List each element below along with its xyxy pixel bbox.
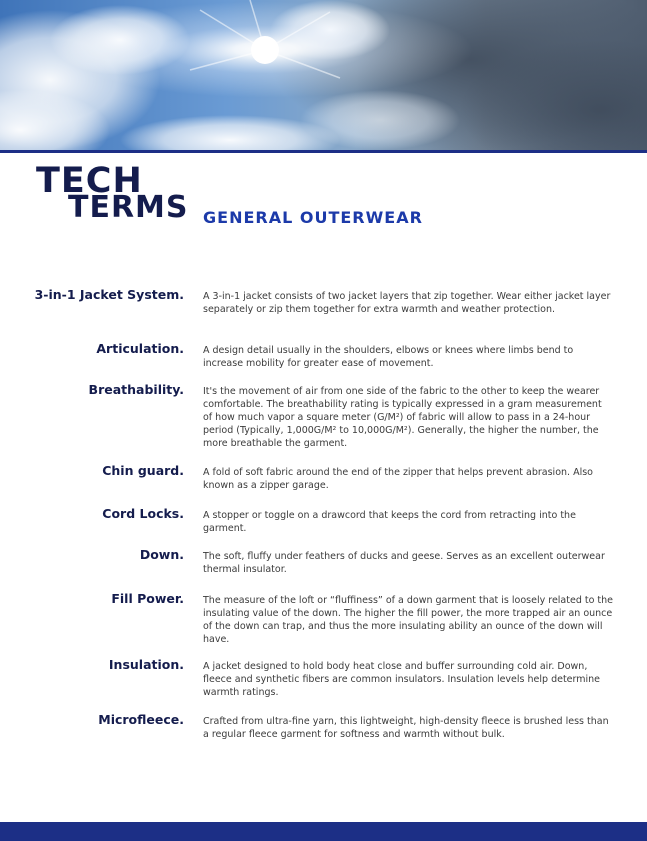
term-3-in-1-jacket-system: 3-in-1 Jacket System.: [34, 287, 184, 302]
term-cord-locks: Cord Locks.: [102, 506, 184, 521]
definition-chin-guard: A fold of soft fabric around the end of the zipper that helps prevent abrasion. Also known as a zipper garage.: [203, 467, 593, 491]
term-fill-power: Fill Power.: [111, 591, 184, 606]
definition-insulation: A jacket designed to hold body heat close and buffer surrounding cold air. Down, fleece and synthetic fibers are common insulators. Insulation levels help determine warmth ratings.: [203, 661, 601, 698]
definition-cord-locks: A stopper or toggle on a drawcord that keeps the cord from retracting into the garment.: [203, 510, 576, 534]
definition-breathability: It's the movement of air from one side of the fabric to the other to keep the wearer comfortable. The breathability rating is typically expressed in a gram measurement of how much vapor a square meter (G/M²) of fabric will allow to pass in a 24-hour period (Typically, 1,000G/M² to 10,000G/M²). Generally, the higher the number, the more breathable the garment.: [203, 386, 602, 449]
title-tech: TECH: [36, 161, 143, 201]
term-breathability: Breathability.: [88, 382, 184, 397]
definition-articulation: A design detail usually in the shoulders, elbows or knees where limbs bend to increase mobility for greater ease of movement.: [203, 345, 574, 369]
footer-band: [0, 822, 647, 841]
definition-fill-power: The measure of the loft or “fluffiness” of a down garment that is loosely related to the insulating value of the down. The higher the fill power, the more trapped air an ounce of the down can trap, and thus the more insulating ability an ounce of the down will have.: [203, 595, 614, 645]
definition-down: The soft, fluffy under feathers of ducks and geese. Serves as an excellent outerwear thermal insulator.: [203, 551, 605, 575]
term-articulation: Articulation.: [96, 341, 184, 356]
term-chin-guard: Chin guard.: [102, 463, 184, 478]
subtitle: GENERAL OUTERWEAR: [203, 208, 423, 227]
definition-3-in-1-jacket-system: A 3-in-1 jacket consists of two jacket layers that zip together. Wear either jacket layer separately or zip them together for extra warmth and weather protection.: [203, 291, 611, 315]
sky-header-image: [0, 0, 647, 150]
term-down: Down.: [139, 547, 184, 562]
title-terms: TERMS: [68, 190, 189, 225]
definition-microfleece: Crafted from ultra-fine yarn, this lightweight, high-density fleece is brushed less than a regular fleece garment for softness and warmth without bulk.: [203, 716, 609, 740]
term-insulation: Insulation.: [108, 657, 184, 672]
sky-illustration: [0, 0, 647, 150]
header-rule: [0, 150, 647, 153]
term-microfleece: Microfleece.: [98, 712, 184, 727]
